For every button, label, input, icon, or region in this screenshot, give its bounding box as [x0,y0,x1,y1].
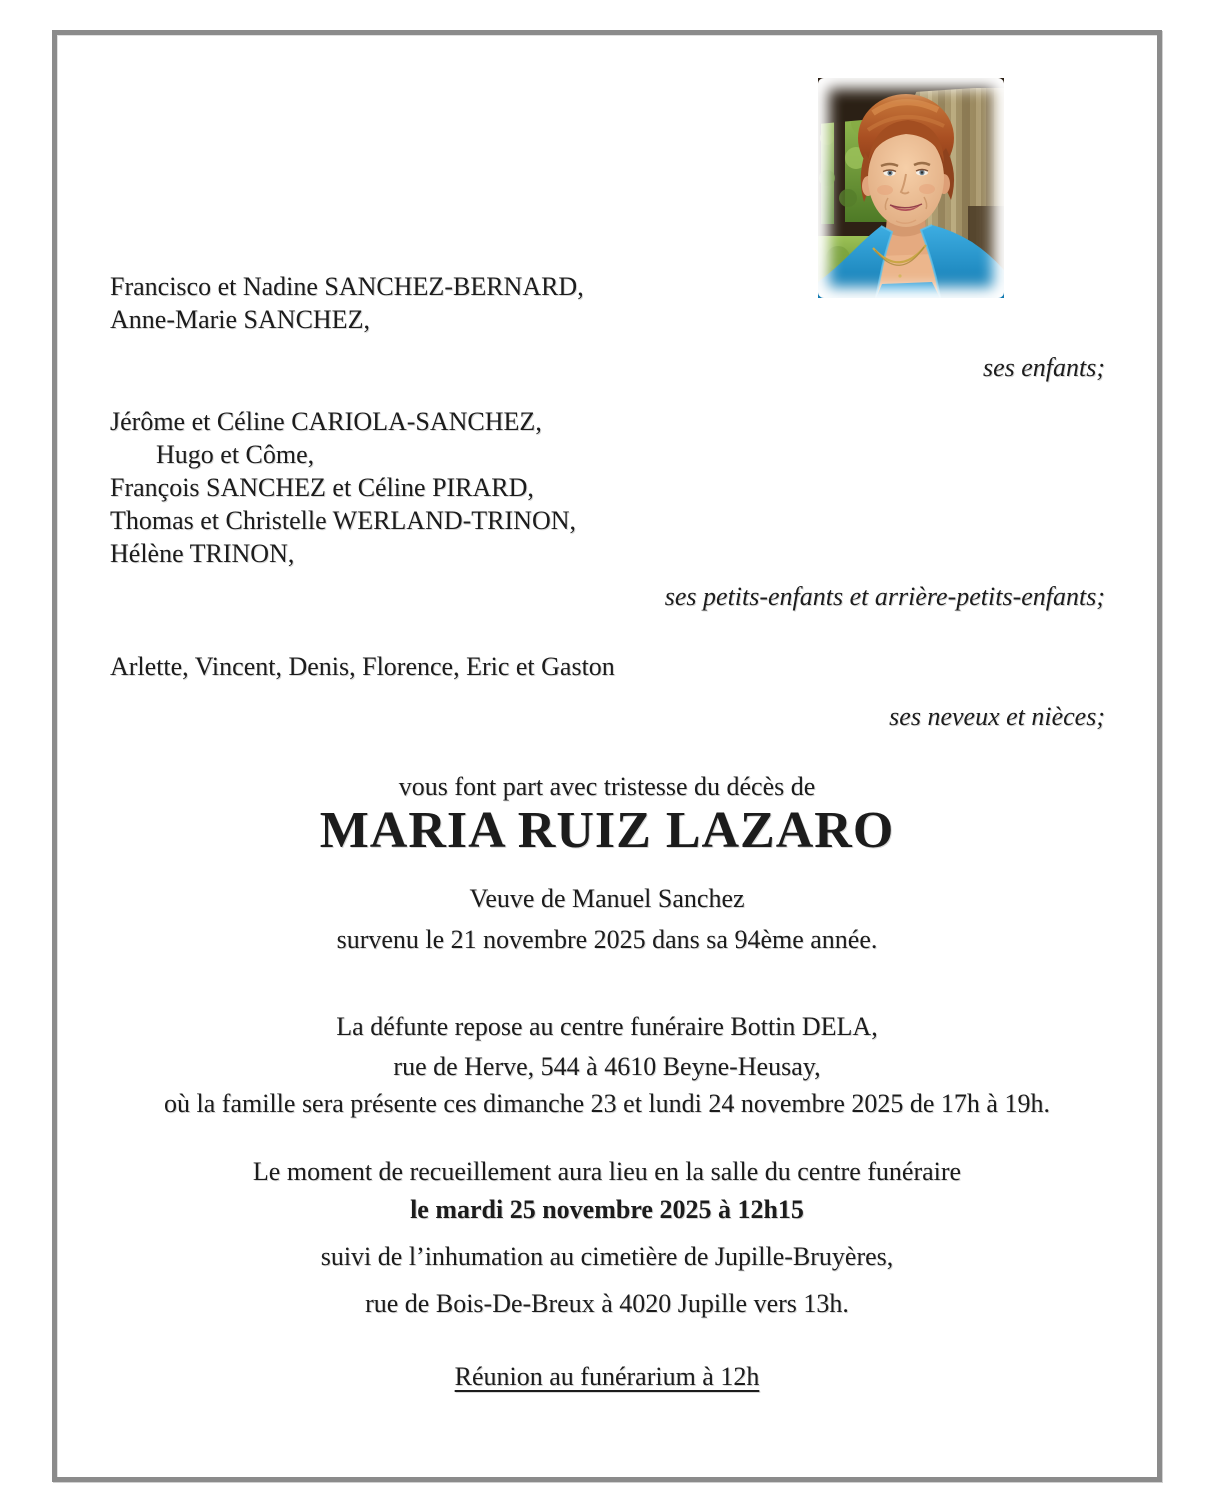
nieces-name-line: Arlette, Vincent, Denis, Florence, Eric et Gaston [110,652,615,681]
burial-line-2: rue de Bois-De-Breux à 4020 Jupille vers 13h. [365,1289,849,1318]
meeting-line: Réunion au funérarium à 12h [454,1362,760,1391]
grandchildren-name-line: François SANCHEZ et Céline PIRARD, [110,473,534,502]
repose-line-1: La défunte repose au centre funéraire Bottin DELA, [336,1012,878,1041]
grandchildren-names [110,405,576,570]
widow-line: Veuve de Manuel Sanchez [469,884,745,913]
children-name-line: Anne-Marie SANCHEZ, [110,305,370,334]
grandchildren-name-line: Jérôme et Céline CARIOLA-SANCHEZ, [110,407,542,436]
nieces-names [110,650,615,683]
portrait-photo [818,78,1004,298]
deceased-name: MARIA RUIZ LAZARO [319,802,895,859]
ceremony-line: Le moment de recueillement aura lieu en la salle du centre funéraire [252,1157,962,1186]
ceremony-datetime: le mardi 25 novembre 2025 à 12h15 [410,1195,804,1224]
children-caption: ses enfants; [982,353,1105,382]
death-info-line: survenu le 21 novembre 2025 dans sa 94ème année. [336,925,878,954]
children-names [110,270,584,336]
portrait-photo-illustration [818,78,1004,298]
repose-line-2: rue de Herve, 544 à 4610 Beyne-Heusay, [393,1052,821,1081]
repose-line-3: où la famille sera présente ces dimanche 23 et lundi 24 novembre 2025 de 17h à 19h. [164,1089,1050,1118]
border-frame [52,30,1162,1482]
children-name-line: Francisco et Nadine SANCHEZ-BERNARD, [110,272,584,301]
grandchildren-caption: ses petits-enfants et arrière-petits-enfants; [664,582,1105,611]
grandchildren-name-line: Hugo et Côme, [156,440,315,469]
burial-line-1: suivi de l’inhumation au cimetière de Jupille-Bruyères, [320,1242,894,1271]
grandchildren-name-line: Hélène TRINON, [110,539,295,568]
intro-line: vous font part avec tristesse du décès de [398,772,816,801]
nieces-caption: ses neveux et nièces; [889,702,1105,731]
grandchildren-name-line: Thomas et Christelle WERLAND-TRINON, [110,506,576,535]
